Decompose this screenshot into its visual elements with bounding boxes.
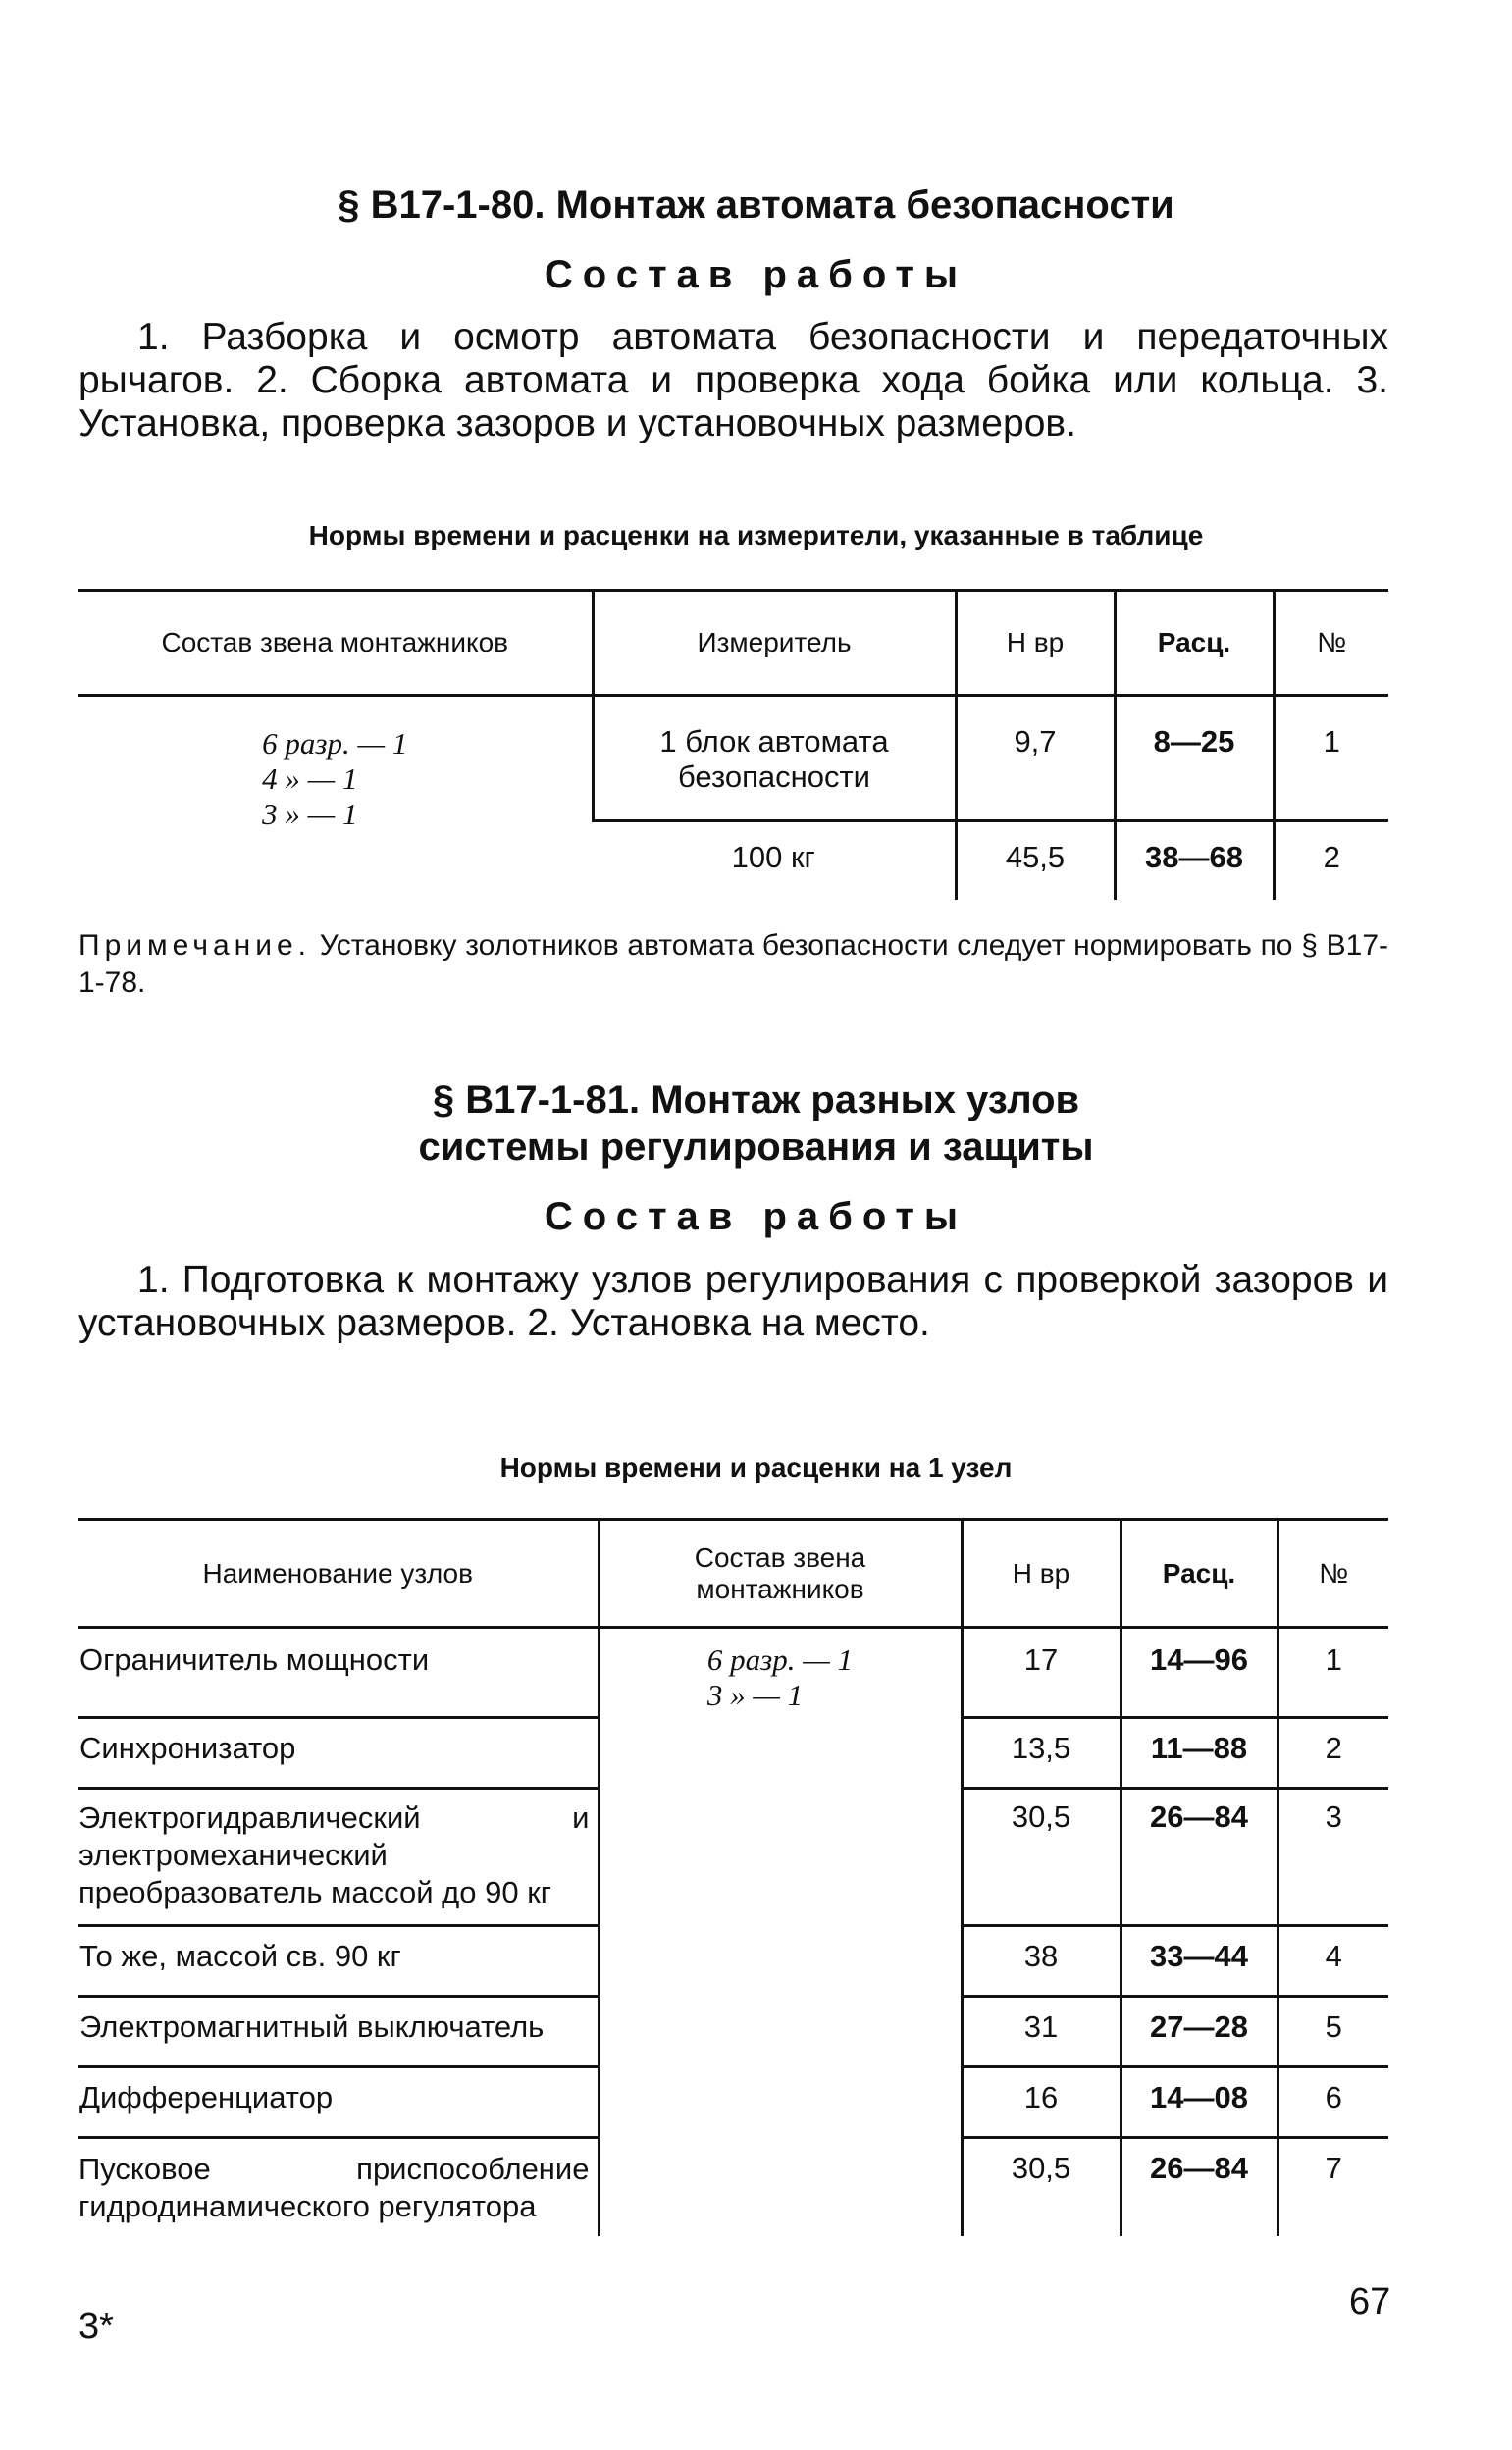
- header-cell: Н вр: [962, 1520, 1121, 1628]
- num-cell: 5: [1277, 1997, 1388, 2067]
- crew-line: 4 » — 1: [262, 761, 358, 796]
- rate-cell: 11—88: [1121, 1718, 1277, 1789]
- header-cell: Расц.: [1115, 591, 1274, 696]
- section-title-line1: § В17-1-81. Монтаж разных узлов: [432, 1078, 1080, 1121]
- nvr-cell: 30,5: [962, 2138, 1121, 2236]
- table-note: [78, 927, 1388, 1002]
- unit-name-cell: Ограничитель мощности: [78, 1628, 599, 1718]
- work-description-text: 1. Разборка и осмотр автомата безопасности и передаточных рычагов. 2. Сборка автомата и проверка хода бойка или кольца. 3. Установка, проверка зазоров и установочных размеров.: [78, 316, 1388, 444]
- section-subtitle: Состав работы: [544, 253, 968, 296]
- table-caption: Нормы времени и расценки на измерители, указанные в таблице: [308, 520, 1204, 550]
- num-cell: 2: [1274, 821, 1388, 900]
- section-title-line2: системы регулирования и защиты: [418, 1125, 1094, 1169]
- nvr-cell: 16: [962, 2067, 1121, 2138]
- rate-cell: 14—08: [1121, 2067, 1277, 2138]
- crew-line: 6 разр. — 1: [262, 726, 408, 760]
- header-cell: Н вр: [956, 591, 1115, 696]
- rate-cell: 38—68: [1115, 821, 1274, 900]
- crew-line: 3 » — 1: [706, 1678, 804, 1712]
- nvr-cell: 31: [962, 1997, 1121, 2067]
- header-cell: Наименование узлов: [78, 1520, 599, 1628]
- rate-cell: 33—44: [1121, 1926, 1277, 1997]
- header-cell: №: [1274, 591, 1388, 696]
- page-number: 67: [1349, 2281, 1391, 2322]
- note-label: Примечание.: [78, 929, 311, 962]
- unit-name-cell: Пусковое приспособление гидродинамического регулятора: [78, 2152, 590, 2223]
- nvr-cell: 17: [962, 1628, 1121, 1718]
- header-cell: Измеритель: [593, 591, 956, 696]
- work-description: [78, 316, 1388, 445]
- nvr-cell: 13,5: [962, 1718, 1121, 1789]
- measure-cell: 1 блок автомата безопасности: [593, 696, 956, 821]
- nvr-cell: 30,5: [962, 1789, 1121, 1926]
- unit-name-cell: Синхронизатор: [78, 1718, 599, 1789]
- num-cell: 6: [1277, 2067, 1388, 2138]
- rate-cell: 26—84: [1121, 2138, 1277, 2236]
- section-subtitle: Состав работы: [544, 1195, 968, 1238]
- num-cell: 1: [1274, 696, 1388, 821]
- header-cell: №: [1277, 1520, 1388, 1628]
- num-cell: 7: [1277, 2138, 1388, 2236]
- num-cell: 4: [1277, 1926, 1388, 1997]
- header-cell: Расц.: [1121, 1520, 1277, 1628]
- unit-name-cell: Дифференциатор: [78, 2067, 599, 2138]
- num-cell: 2: [1277, 1718, 1388, 1789]
- table-caption: Нормы времени и расценки на 1 узел: [499, 1452, 1013, 1483]
- header-cell: Состав звена монтажников: [599, 1520, 962, 1628]
- norms-table-1: [78, 589, 1388, 900]
- work-description-text: 1. Подготовка к монтажу узлов регулирования с проверкой зазоров и установочных размеров. 2. Установка на место.: [78, 1259, 1388, 1344]
- unit-name-cell: Электромагнитный выключатель: [78, 1997, 599, 2067]
- measure-cell: 100 кг: [731, 840, 815, 874]
- unit-name-cell: То же, массой св. 90 кг: [78, 1926, 599, 1997]
- table-row: [78, 696, 1388, 821]
- nvr-cell: 45,5: [956, 821, 1115, 900]
- norms-table-2: [78, 1518, 1388, 2236]
- signature-mark: 3*: [78, 2306, 114, 2347]
- nvr-cell: 9,7: [956, 696, 1115, 821]
- rate-cell: 26—84: [1121, 1789, 1277, 1926]
- crew-cell: [599, 1628, 962, 2236]
- num-cell: 1: [1277, 1628, 1388, 1718]
- rate-cell: 14—96: [1121, 1628, 1277, 1718]
- unit-name-cell: Электрогидравлический и электромеханический преобразователь массой до 90 кг: [78, 1789, 599, 1926]
- note-text: Установку золотников автомата безопасности следует нормировать по § В17-1-78.: [78, 929, 1388, 999]
- nvr-cell: 38: [962, 1926, 1121, 1997]
- rate-cell: 27—28: [1121, 1997, 1277, 2067]
- section-title: § В17-1-80. Монтаж автомата безопасности: [338, 183, 1174, 227]
- table-header-row: [78, 591, 1388, 696]
- table-row: [78, 1628, 1388, 1718]
- rate-cell: 8—25: [1115, 696, 1274, 821]
- crew-line: 6 разр. — 1: [706, 1642, 854, 1677]
- num-cell: 3: [1277, 1789, 1388, 1926]
- header-cell: Состав звена монтажников: [78, 591, 593, 696]
- crew-cell: [78, 696, 593, 900]
- work-description: [78, 1259, 1388, 1345]
- crew-line: 3 » — 1: [262, 797, 358, 831]
- table-header-row: [78, 1520, 1388, 1628]
